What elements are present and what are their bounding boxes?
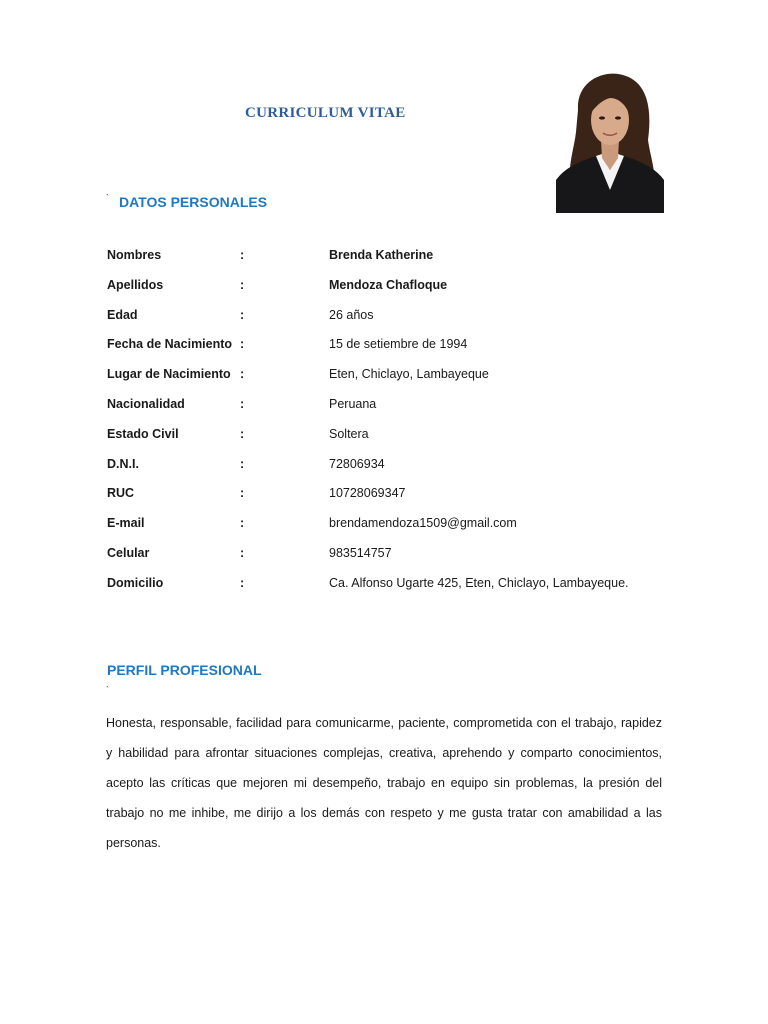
field-separator: : <box>240 248 245 262</box>
data-row-nacionalidad <box>0 395 768 413</box>
field-value: Eten, Chiclayo, Lambayeque <box>329 367 489 381</box>
data-row-ruc <box>0 484 768 502</box>
data-row-fecha-nacimiento <box>0 335 768 353</box>
data-row-celular <box>0 544 768 562</box>
data-row-edad <box>0 306 768 324</box>
field-label: Apellidos <box>107 278 164 292</box>
field-value: Peruana <box>329 397 377 411</box>
field-separator: : <box>240 516 245 530</box>
data-row-domicilio <box>0 574 768 592</box>
field-label: D.N.I. <box>107 457 139 471</box>
field-value: 15 de setiembre de 1994 <box>329 337 468 351</box>
field-label: Fecha de Nacimiento <box>107 337 233 351</box>
field-value: Brenda Katherine <box>329 248 434 262</box>
data-row-lugar-nacimiento <box>0 365 768 383</box>
field-value: 26 años <box>329 308 374 322</box>
field-separator: : <box>240 278 245 292</box>
field-separator: : <box>240 486 245 500</box>
section-mark: ` <box>106 685 109 695</box>
field-value: brendamendoza1509@gmail.com <box>329 516 517 530</box>
field-label: Nacionalidad <box>107 397 185 411</box>
field-separator: : <box>240 397 245 411</box>
field-label: Estado Civil <box>107 427 179 441</box>
portrait-photo-icon <box>556 70 664 213</box>
field-label: RUC <box>107 486 135 500</box>
field-label: Domicilio <box>107 576 164 590</box>
field-separator: : <box>240 337 245 351</box>
field-label: Nombres <box>107 248 162 262</box>
section-mark: ` <box>106 193 109 203</box>
data-row-email <box>0 514 768 532</box>
field-value: 983514757 <box>329 546 392 560</box>
field-separator: : <box>240 427 245 441</box>
field-separator: : <box>240 367 245 381</box>
data-row-estado-civil <box>0 425 768 443</box>
data-row-apellidos <box>0 276 768 294</box>
section-heading-perfil-profesional: PERFIL PROFESIONAL <box>107 662 262 678</box>
field-separator: : <box>240 308 245 322</box>
field-label: Lugar de Nacimiento <box>107 367 231 381</box>
section-heading-datos-personales: DATOS PERSONALES <box>119 194 268 210</box>
profile-paragraph: Honesta, responsable, facilidad para comunicarme, paciente, comprometida con el trabajo, rapidez y habilidad para afrontar situaciones complejas, creativa, aprehendo y comparto conocimientos, acepto las críticas que mejoren mi desempeño, trabajo en equipo sin problemas, la presión del trabajo no me inhibe, me dirijo a los demás con respeto y me gusta tratar con amabilidad a las personas. <box>106 716 662 850</box>
field-value: Mendoza Chafloque <box>329 278 448 292</box>
field-value: 72806934 <box>329 457 385 471</box>
field-separator: : <box>240 457 245 471</box>
field-value: Ca. Alfonso Ugarte 425, Eten, Chiclayo, Lambayeque. <box>329 576 629 590</box>
page-title: CURRICULUM VITAE <box>245 105 406 121</box>
field-label: Edad <box>107 308 138 322</box>
data-row-nombres <box>0 246 768 264</box>
data-row-dni <box>0 455 768 473</box>
field-label: Celular <box>107 546 150 560</box>
field-label: E-mail <box>107 516 145 530</box>
field-separator: : <box>240 546 245 560</box>
field-value: Soltera <box>329 427 369 441</box>
field-separator: : <box>240 576 245 590</box>
field-value: 10728069347 <box>329 486 406 500</box>
